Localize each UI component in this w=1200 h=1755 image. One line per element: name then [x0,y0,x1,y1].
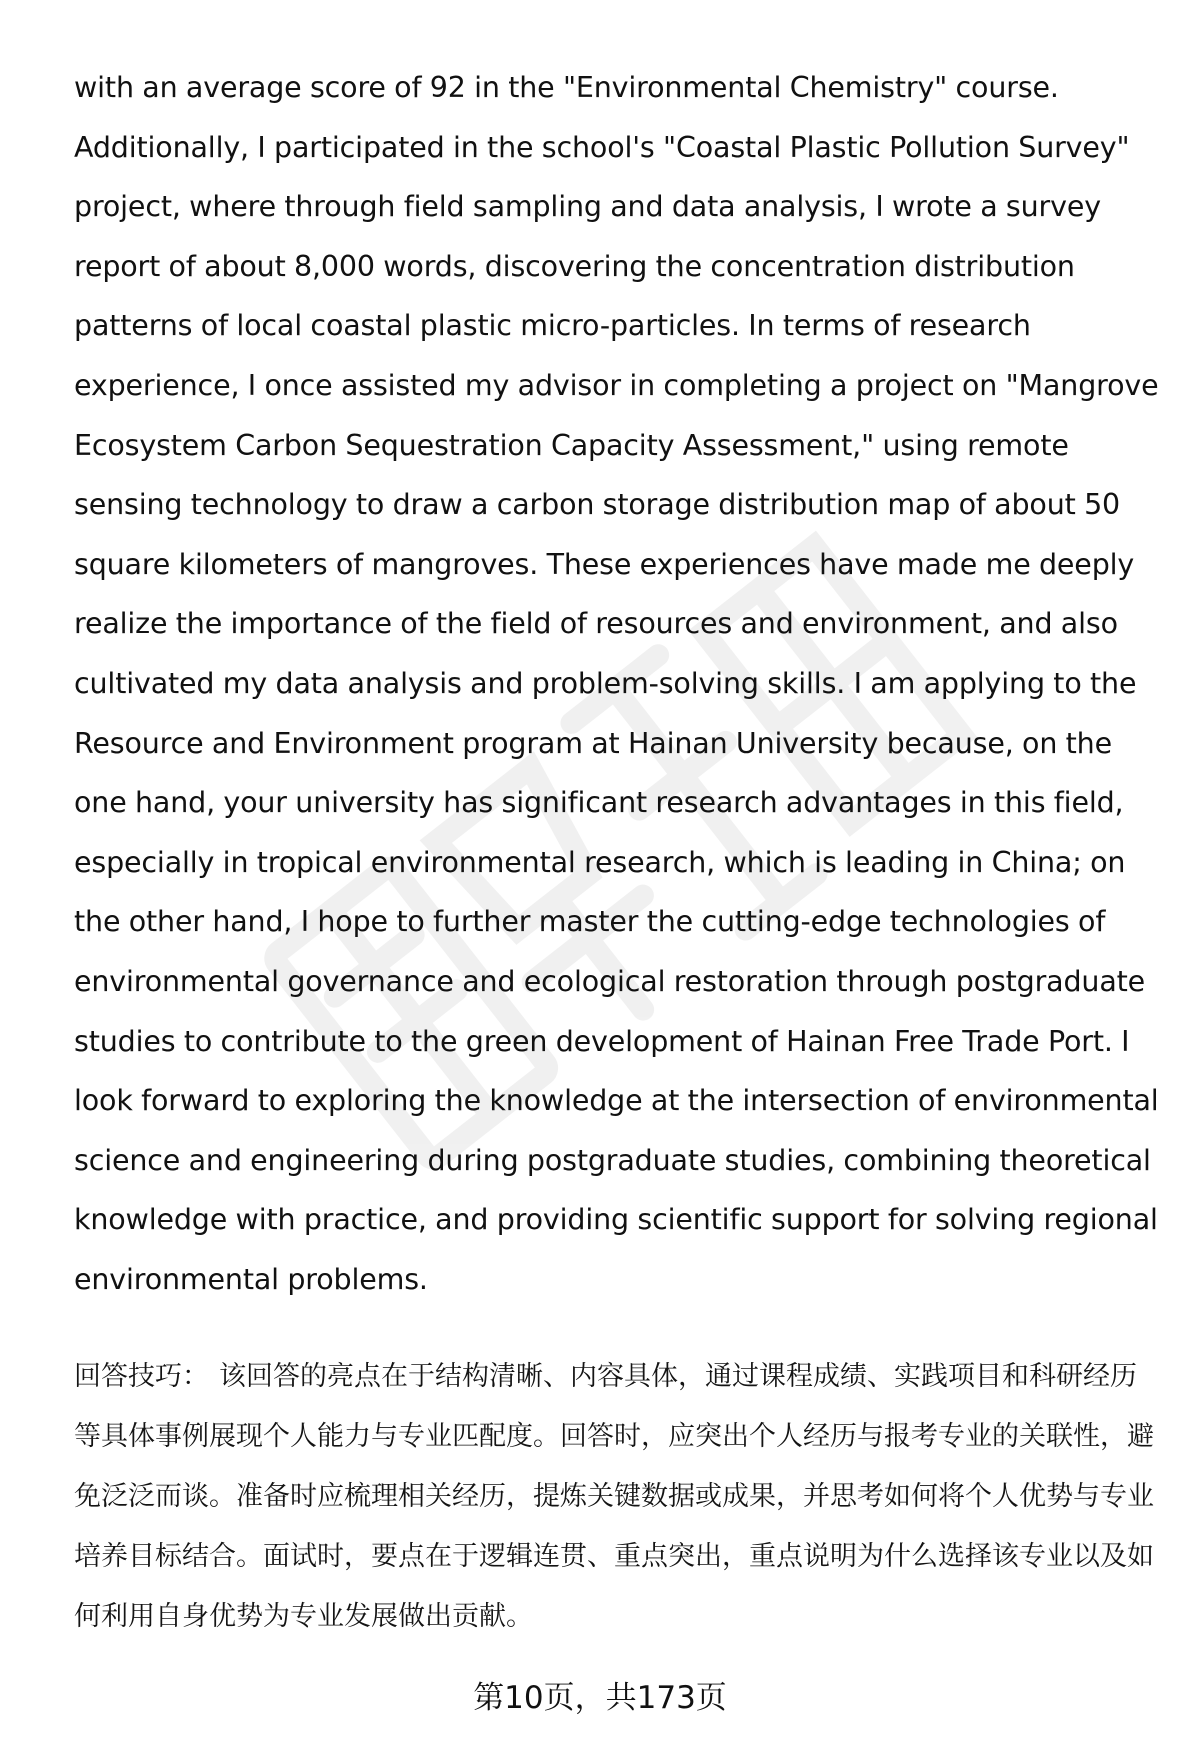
page-content [74,58,1159,1647]
answer-tips [74,1347,1159,1647]
page-number: 第10页，共173页 [473,1680,727,1716]
body-paragraph: with an average score of 92 in the "Environmental Chemistry" course. Additionally, I participated in the school's "Coastal Plastic Pollution Survey" project, where through field sampling and data analysis, I wrote a survey report of about 8,000 words, discovering the concentration distribution patterns of local coastal plastic micro-particles. In terms of research experience, I once assisted my advisor in completing a project on "Mangrove Ecosystem Carbon Sequestration Capacity Assessment," using remote sensing technology to draw a carbon storage distribution map of about 50 square kilometers of mangroves. These experiences have made me deeply realize the importance of the field of resources and environment, and also cultivated my data analysis and problem-solving skills. I am applying to the Resource and Environment program at Hainan University because, on the one hand, your university has significant research advantages in this field, especially in tropical environmental research, which is leading in China; on the other hand, I hope to further master the cutting-edge technologies of environmental governance and ecological restoration through postgraduate studies to contribute to the green development of Hainan Free Trade Port. I look forward to exploring the knowledge at the intersection of environmental science and engineering during postgraduate studies, combining theoretical knowledge with practice, and providing scientific support for solving regional environmental problems. [74,71,1159,1296]
tips-text: 该回答的亮点在于结构清晰、内容具体，通过课程成绩、实践项目和科研经历等具体事例展现个人能力与专业匹配度。回答时，应突出个人经历与报考专业的关联性，避免泛泛而谈。准备时应梳理相关经历，提炼关键数据或成果，并思考如何将个人优势与专业培养目标结合。面试时，要点在于逻辑连贯、重点突出，重点说明为什么选择该专业以及如何利用自身优势为专业发展做出贡献。 [74,1361,1154,1633]
tips-label: 回答技巧： [74,1361,209,1393]
